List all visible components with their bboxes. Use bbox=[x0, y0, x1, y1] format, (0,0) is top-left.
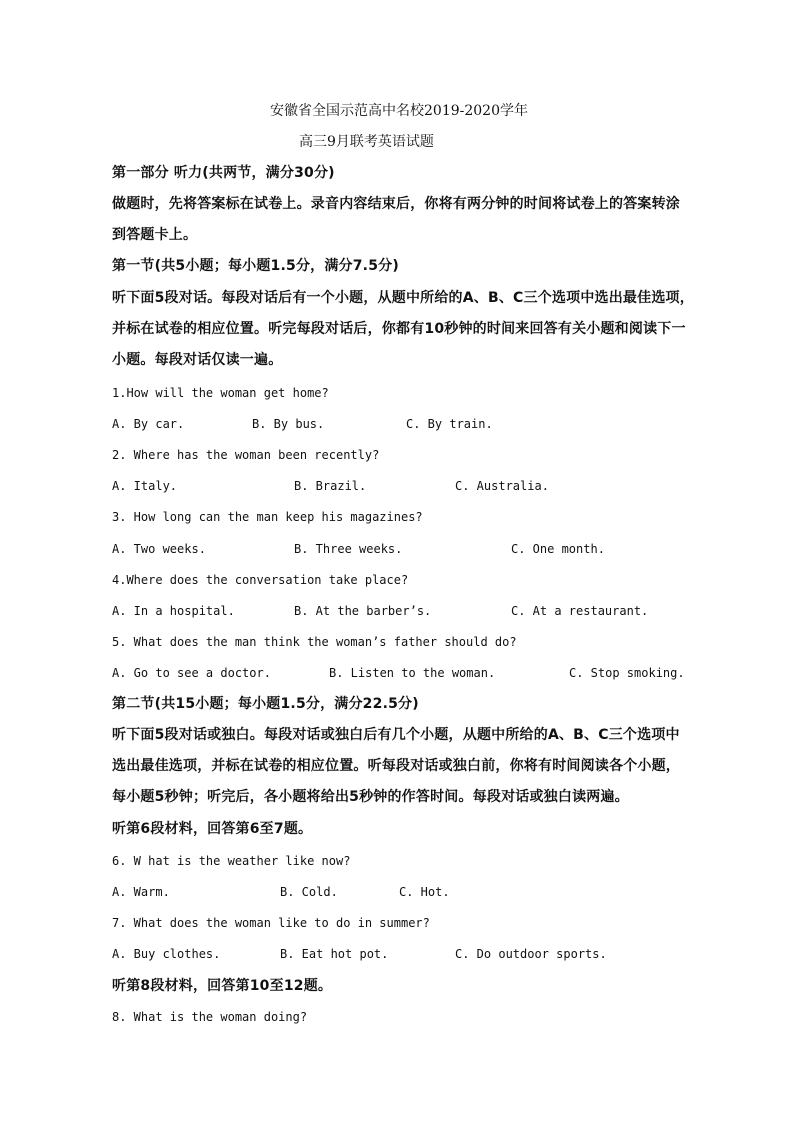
q6-option-c: C. Hot. bbox=[399, 885, 450, 899]
q4-option-a: A. In a hospital. bbox=[112, 604, 235, 618]
exam-title: 安徽省全国示范高中名校2019-2020学年 bbox=[270, 103, 528, 119]
q5-option-b: B. Listen to the woman. bbox=[329, 666, 496, 680]
q2-option-c: C. Australia. bbox=[455, 479, 549, 493]
q7-option-a: A. Buy clothes. bbox=[112, 947, 221, 961]
material-6-heading: 听第6段材料，回答第6至7题。 bbox=[112, 821, 313, 837]
section2-instruction-line: 听下面5段对话或独白。每段对话或独白后有几个小题，从题中所给的A、B、C三个选项中 bbox=[112, 727, 680, 743]
part1-instruction-line: 到答题卡上。 bbox=[112, 227, 198, 243]
q1-option-a: A. By car. bbox=[112, 417, 185, 431]
exam-subtitle: 高三9月联考英语试题 bbox=[299, 134, 434, 150]
question-3: 3. How long can the man keep his magazines? bbox=[112, 510, 423, 524]
question-8: 8. What is the woman doing? bbox=[112, 1010, 308, 1024]
part1-heading: 第一部分 听力(共两节，满分30分) bbox=[112, 165, 335, 181]
question-7: 7. What does the woman like to do in summer? bbox=[112, 916, 430, 930]
material-8-heading: 听第8段材料，回答第10至12题。 bbox=[112, 978, 333, 994]
section1-instruction-line: 听下面5段对话。每段对话后有一个小题，从题中所给的A、B、C三个选项中选出最佳选项， bbox=[112, 290, 694, 306]
question-4: 4.Where does the conversation take place? bbox=[112, 573, 409, 587]
section1-instruction-line: 并标在试卷的相应位置。听完每段对话后，你都有10秒钟的时间来回答有关小题和阅读下一 bbox=[112, 321, 686, 337]
q5-option-c: C. Stop smoking. bbox=[569, 666, 685, 680]
question-2: 2. Where has the woman been recently? bbox=[112, 448, 380, 462]
q4-option-c: C. At a restaurant. bbox=[511, 604, 649, 618]
q6-option-a: A. Warm. bbox=[112, 885, 170, 899]
q5-option-a: A. Go to see a doctor. bbox=[112, 666, 271, 680]
q3-option-c: C. One month. bbox=[511, 542, 605, 556]
q7-option-b: B. Eat hot pot. bbox=[280, 947, 389, 961]
section1-instruction-line: 小题。每段对话仅读一遍。 bbox=[112, 352, 283, 368]
q4-option-b: B. At the barber’s. bbox=[294, 604, 432, 618]
q1-option-c: C. By train. bbox=[406, 417, 493, 431]
question-5: 5. What does the man think the woman’s father should do? bbox=[112, 635, 517, 649]
section2-heading: 第二节(共15小题；每小题1.5分，满分22.5分) bbox=[112, 696, 419, 712]
q2-option-b: B. Brazil. bbox=[294, 479, 367, 493]
q6-option-b: B. Cold. bbox=[280, 885, 338, 899]
q3-option-a: A. Two weeks. bbox=[112, 542, 206, 556]
question-6: 6. W hat is the weather like now? bbox=[112, 854, 351, 868]
q2-option-a: A. Italy. bbox=[112, 479, 178, 493]
part1-instruction-line: 做题时，先将答案标在试卷上。录音内容结束后，你将有两分钟的时间将试卷上的答案转涂 bbox=[112, 196, 680, 212]
section1-heading: 第一节(共5小题；每小题1.5分，满分7.5分) bbox=[112, 258, 399, 274]
q1-option-b: B. By bus. bbox=[252, 417, 325, 431]
question-1: 1.How will the woman get home? bbox=[112, 386, 329, 400]
section2-instruction-line: 每小题5秒钟；听完后，各小题将给出5秒钟的作答时间。每段对话或独白读两遍。 bbox=[112, 789, 629, 805]
q3-option-b: B. Three weeks. bbox=[294, 542, 403, 556]
q7-option-c: C. Do outdoor sports. bbox=[455, 947, 607, 961]
section2-instruction-line: 选出最佳选项，并标在试卷的相应位置。听每段对话或独白前，你将有时间阅读各个小题， bbox=[112, 758, 680, 774]
